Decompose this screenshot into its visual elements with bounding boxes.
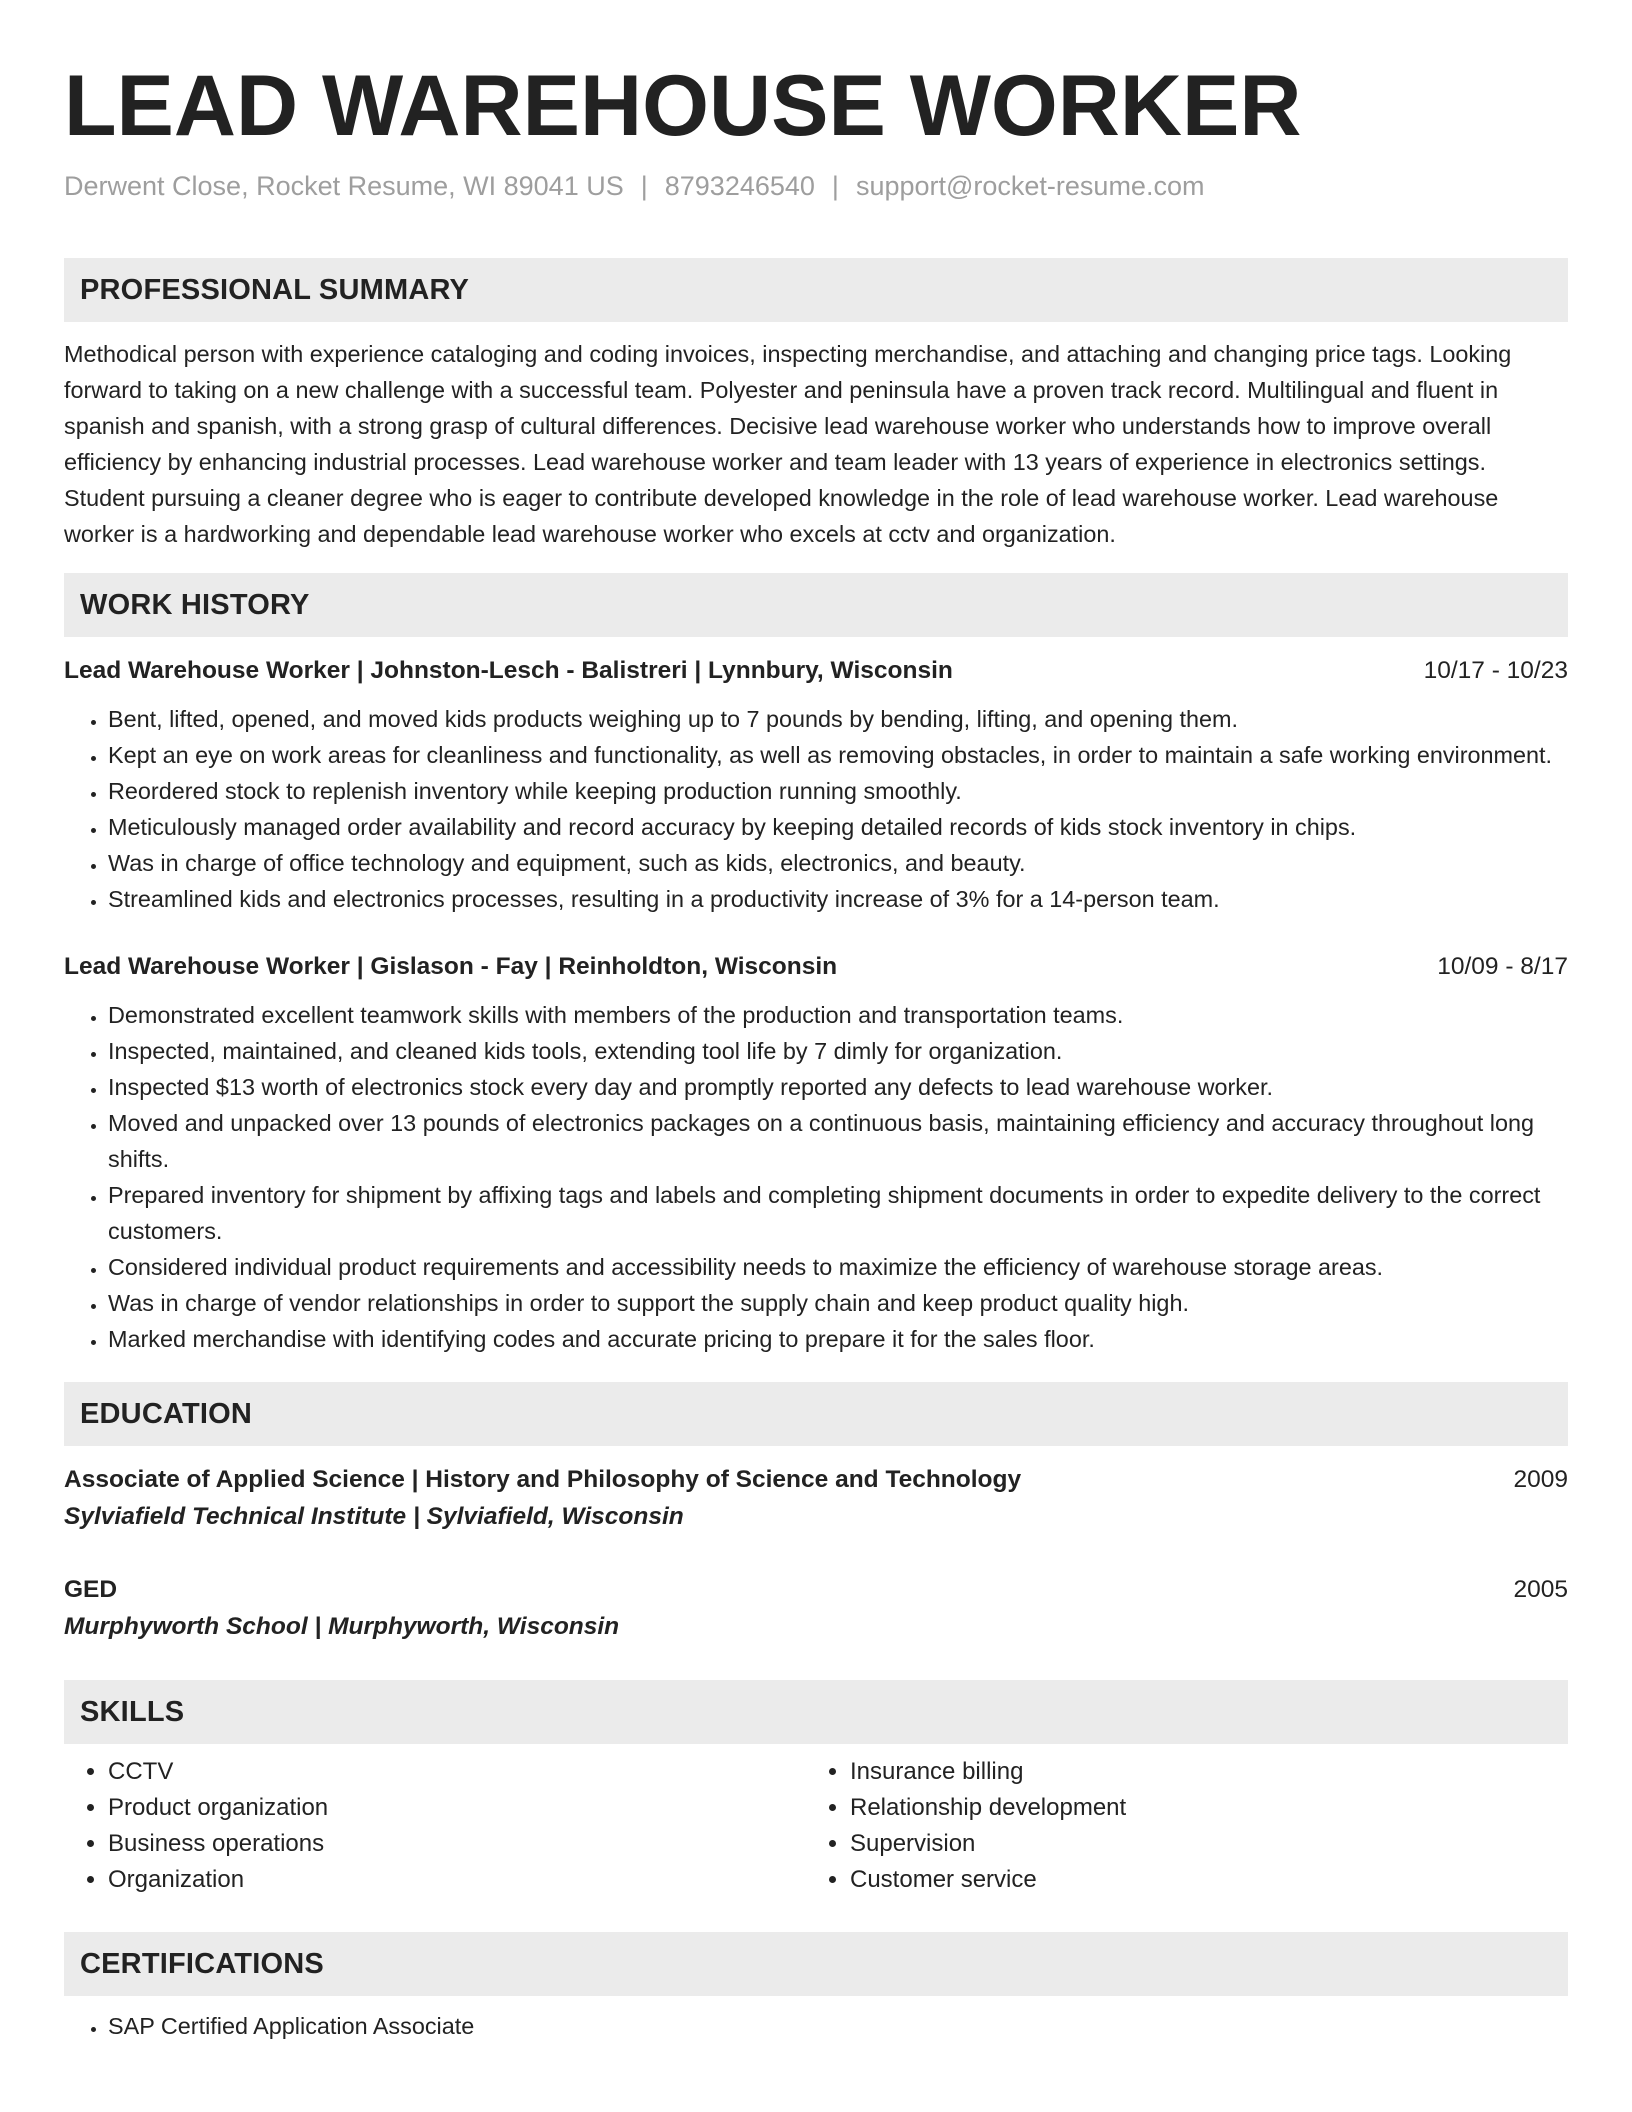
education-degree: GED xyxy=(64,1576,118,1603)
job-bullet: • Kept an eye on work areas for cleanliness and functionality, as well as removing obstacles, in order to maintain a safe working environment. xyxy=(108,737,1568,773)
job-bullet: • Reordered stock to replenish inventory while keeping production running smoothly. xyxy=(108,773,1568,809)
resume-page xyxy=(64,0,1568,2044)
education-year: 2005 xyxy=(1513,1576,1568,1603)
skill-item: • Business operations xyxy=(108,1826,806,1862)
section-header-certifications xyxy=(64,1932,1568,1996)
summary-text: Methodical person with experience cataloging and coding invoices, inspecting merchandise, and attaching and changing price tags. Looking forward to taking on a new challenge with a successful team. Polyester and peninsula have a proven track record. Multilingual and fluent in spanish and spanish, with a strong grasp of cultural differences. Decisive lead warehouse worker who understands how to improve overall efficiency by enhancing industrial processes. Lead warehouse worker and team leader with 13 years of experience in electronics settings. Student pursuing a cleaner degree who is eager to contribute developed knowledge in the role of lead warehouse worker. Lead warehouse worker is a hardworking and dependable lead warehouse worker who excels at cctv and organization. xyxy=(64,341,1512,547)
section-header-summary xyxy=(64,258,1568,322)
section-header-work-history xyxy=(64,573,1568,637)
job-bullet: • Marked merchandise with identifying codes and accurate pricing to prepare it for the sales floor. xyxy=(108,1321,1568,1357)
job-bullet: • Inspected, maintained, and cleaned kids tools, extending tool life by 7 dimly for organization. xyxy=(108,1033,1568,1069)
skill-item: • Insurance billing xyxy=(850,1754,1548,1790)
job-bullets xyxy=(64,997,1568,1357)
job-bullet: • Demonstrated excellent teamwork skills with members of the production and transportation teams. xyxy=(108,997,1568,1033)
section-title-skills: SKILLS xyxy=(80,1695,185,1728)
contact-address: Derwent Close, Rocket Resume, WI 89041 US xyxy=(64,171,624,201)
job-bullet: • Moved and unpacked over 13 pounds of electronics packages on a continuous basis, maintaining efficiency and accuracy throughout long shifts. xyxy=(108,1105,1568,1177)
job-entry xyxy=(64,653,1568,917)
job-bullets xyxy=(64,701,1568,917)
section-title-certifications: CERTIFICATIONS xyxy=(80,1947,324,1980)
section-title-education: EDUCATION xyxy=(80,1397,253,1430)
job-dates: 10/09 - 8/17 xyxy=(1437,953,1568,980)
education-entry xyxy=(64,1462,1568,1536)
job-bullet: • Inspected $13 worth of electronics stock every day and promptly reported any defects to lead warehouse worker. xyxy=(108,1069,1568,1105)
certification-item: • SAP Certified Application Associate xyxy=(108,2008,1568,2044)
job-bullet: • Bent, lifted, opened, and moved kids products weighing up to 7 pounds by bending, lifting, and opening them. xyxy=(108,701,1568,737)
skill-item: • Relationship development xyxy=(850,1790,1548,1826)
skills-list-right xyxy=(806,1754,1548,1898)
skill-item: • Customer service xyxy=(850,1862,1548,1898)
job-header xyxy=(64,949,1568,985)
section-title-work-history: WORK HISTORY xyxy=(80,588,310,621)
resume-name: LEAD WAREHOUSE WORKER xyxy=(64,58,1302,154)
certifications-list xyxy=(64,2008,1568,2044)
job-entry xyxy=(64,949,1568,1357)
education-year: 2009 xyxy=(1513,1466,1568,1493)
contact-phone: 8793246540 xyxy=(664,171,815,201)
section-title-summary: PROFESSIONAL SUMMARY xyxy=(80,273,470,306)
contact-email: support@rocket-resume.com xyxy=(855,171,1205,201)
job-bullet: • Streamlined kids and electronics processes, resulting in a productivity increase of 3% for a 14-person team. xyxy=(108,881,1568,917)
skill-item: • Supervision xyxy=(850,1826,1548,1862)
job-bullet: • Considered individual product requirements and accessibility needs to maximize the efficiency of warehouse storage areas. xyxy=(108,1249,1568,1285)
job-title: Lead Warehouse Worker | Gislason - Fay | Reinholdton, Wisconsin xyxy=(64,953,838,980)
skills-list-left xyxy=(64,1754,806,1898)
skills-columns xyxy=(64,1754,1568,1898)
education-school: Murphyworth School | Murphyworth, Wisconsin xyxy=(64,1613,620,1640)
job-bullet: • Was in charge of vendor relationships in order to support the supply chain and keep product quality high. xyxy=(108,1285,1568,1321)
section-header-education xyxy=(64,1382,1568,1446)
education-entry xyxy=(64,1572,1568,1646)
contact-separator: | xyxy=(831,171,839,201)
job-bullet: • Prepared inventory for shipment by affixing tags and labels and completing shipment documents in order to expedite delivery to the correct customers. xyxy=(108,1177,1568,1249)
section-header-skills xyxy=(64,1680,1568,1744)
job-header xyxy=(64,653,1568,689)
skill-item: • Product organization xyxy=(108,1790,806,1826)
education-school: Sylviafield Technical Institute | Sylviafield, Wisconsin xyxy=(64,1503,684,1530)
contact-line xyxy=(64,168,1568,204)
education-degree: Associate of Applied Science | History and Philosophy of Science and Technology xyxy=(64,1466,1022,1493)
job-bullet: • Was in charge of office technology and equipment, such as kids, electronics, and beauty. xyxy=(108,845,1568,881)
job-bullet: • Meticulously managed order availability and record accuracy by keeping detailed records of kids stock inventory in chips. xyxy=(108,809,1568,845)
skill-item: • CCTV xyxy=(108,1754,806,1790)
skill-item: • Organization xyxy=(108,1862,806,1898)
education-header xyxy=(64,1572,1568,1608)
education-header xyxy=(64,1462,1568,1498)
job-title: Lead Warehouse Worker | Johnston-Lesch - Balistreri | Lynnbury, Wisconsin xyxy=(64,657,953,684)
job-dates: 10/17 - 10/23 xyxy=(1423,657,1568,684)
contact-separator: | xyxy=(640,171,648,201)
